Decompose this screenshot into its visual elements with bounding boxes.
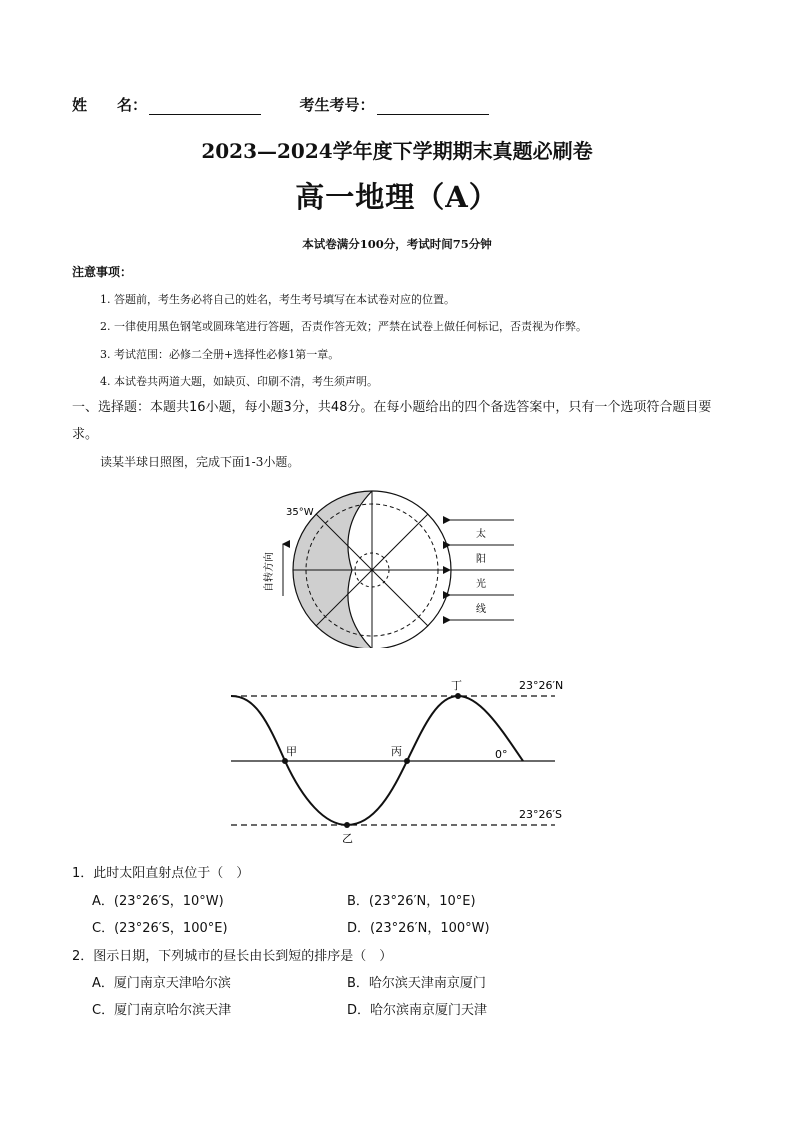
label-ding: 丁 (451, 679, 462, 692)
point-yi (344, 822, 350, 828)
name-blank[interactable] (149, 100, 261, 115)
notice-item: 1. 答题前，考生务必将自己的姓名，考生考号填写在本试卷对应的位置。 (100, 293, 455, 306)
question-intro: 读某半球日照图，完成下面1-3小题。 (100, 455, 300, 469)
question-1-option-b[interactable]: B．(23°26′N，10°E) (347, 894, 476, 909)
question-2-option-d[interactable]: D．哈尔滨南京厦门天津 (347, 1003, 488, 1018)
question-2-option-b[interactable]: B．哈尔滨天津南京厦门 (347, 976, 486, 991)
notice-item: 3. 考试范围：必修二全册+选择性必修1第一章。 (100, 348, 340, 361)
point-jia (282, 758, 288, 764)
equator-label: 0° (495, 748, 508, 761)
exam-number-label: 考生考号： (299, 96, 375, 114)
sunlight-char: 太 (476, 529, 486, 540)
illumination-diagram (250, 488, 520, 648)
question-2-stem: 2．图示日期，下列城市的昼长由长到短的排序是（ ） (72, 949, 393, 964)
north-tropic-label: 23°26′N (519, 679, 564, 692)
exam-number-blank[interactable] (377, 100, 489, 115)
section-one-heading: 一、选择题：本题共16小题，每小题3分，共48分。在每小题给出的四个备选答案中，只有一个选项符合题目要求。 (72, 400, 712, 442)
exam-subtitle: 本试卷满分100分，考试时间75分钟 (302, 237, 492, 251)
question-1-option-d[interactable]: D．(23°26′N，100°W) (347, 921, 490, 936)
notice-heading: 注意事项： (72, 265, 133, 279)
solar-path-diagram (225, 672, 575, 847)
point-bing (404, 758, 410, 764)
label-jia: 甲 (286, 745, 297, 758)
label-bing: 丙 (391, 745, 402, 758)
notice-item: 2. 一律使用黑色钢笔或圆珠笔进行答题，否责作答无效；严禁在试卷上做任何标记，否责视为作弊。 (100, 320, 587, 333)
sunlight-char: 阳 (476, 554, 486, 565)
question-1-option-c[interactable]: C．(23°26′S，100°E) (92, 921, 228, 936)
name-row (72, 94, 489, 115)
sunlight-char: 光 (476, 579, 486, 590)
south-tropic-label: 23°26′S (519, 808, 562, 821)
notice-item: 4. 本试卷共两道大题，如缺页、印刷不清，考生须声明。 (100, 375, 378, 388)
point-ding (455, 693, 461, 699)
question-1-stem: 1．此时太阳直射点位于（ ） (72, 866, 250, 881)
question-2-option-c[interactable]: C．厦门南京哈尔滨天津 (92, 1003, 232, 1018)
name-label: 姓 名： (72, 96, 148, 114)
longitude-label: 35°W (286, 507, 314, 518)
question-1-option-a[interactable]: A．(23°26′S，10°W) (92, 894, 224, 909)
rotation-label: 自转方向 (264, 552, 275, 592)
sunlight-char: 线 (476, 604, 486, 615)
label-yi: 乙 (342, 832, 353, 845)
subject-title: 高一地理（A） (295, 180, 499, 214)
question-2-option-a[interactable]: A．厦门南京天津哈尔滨 (92, 976, 231, 991)
exam-title: 2023—2024学年度下学期期末真题必刷卷 (201, 139, 593, 163)
